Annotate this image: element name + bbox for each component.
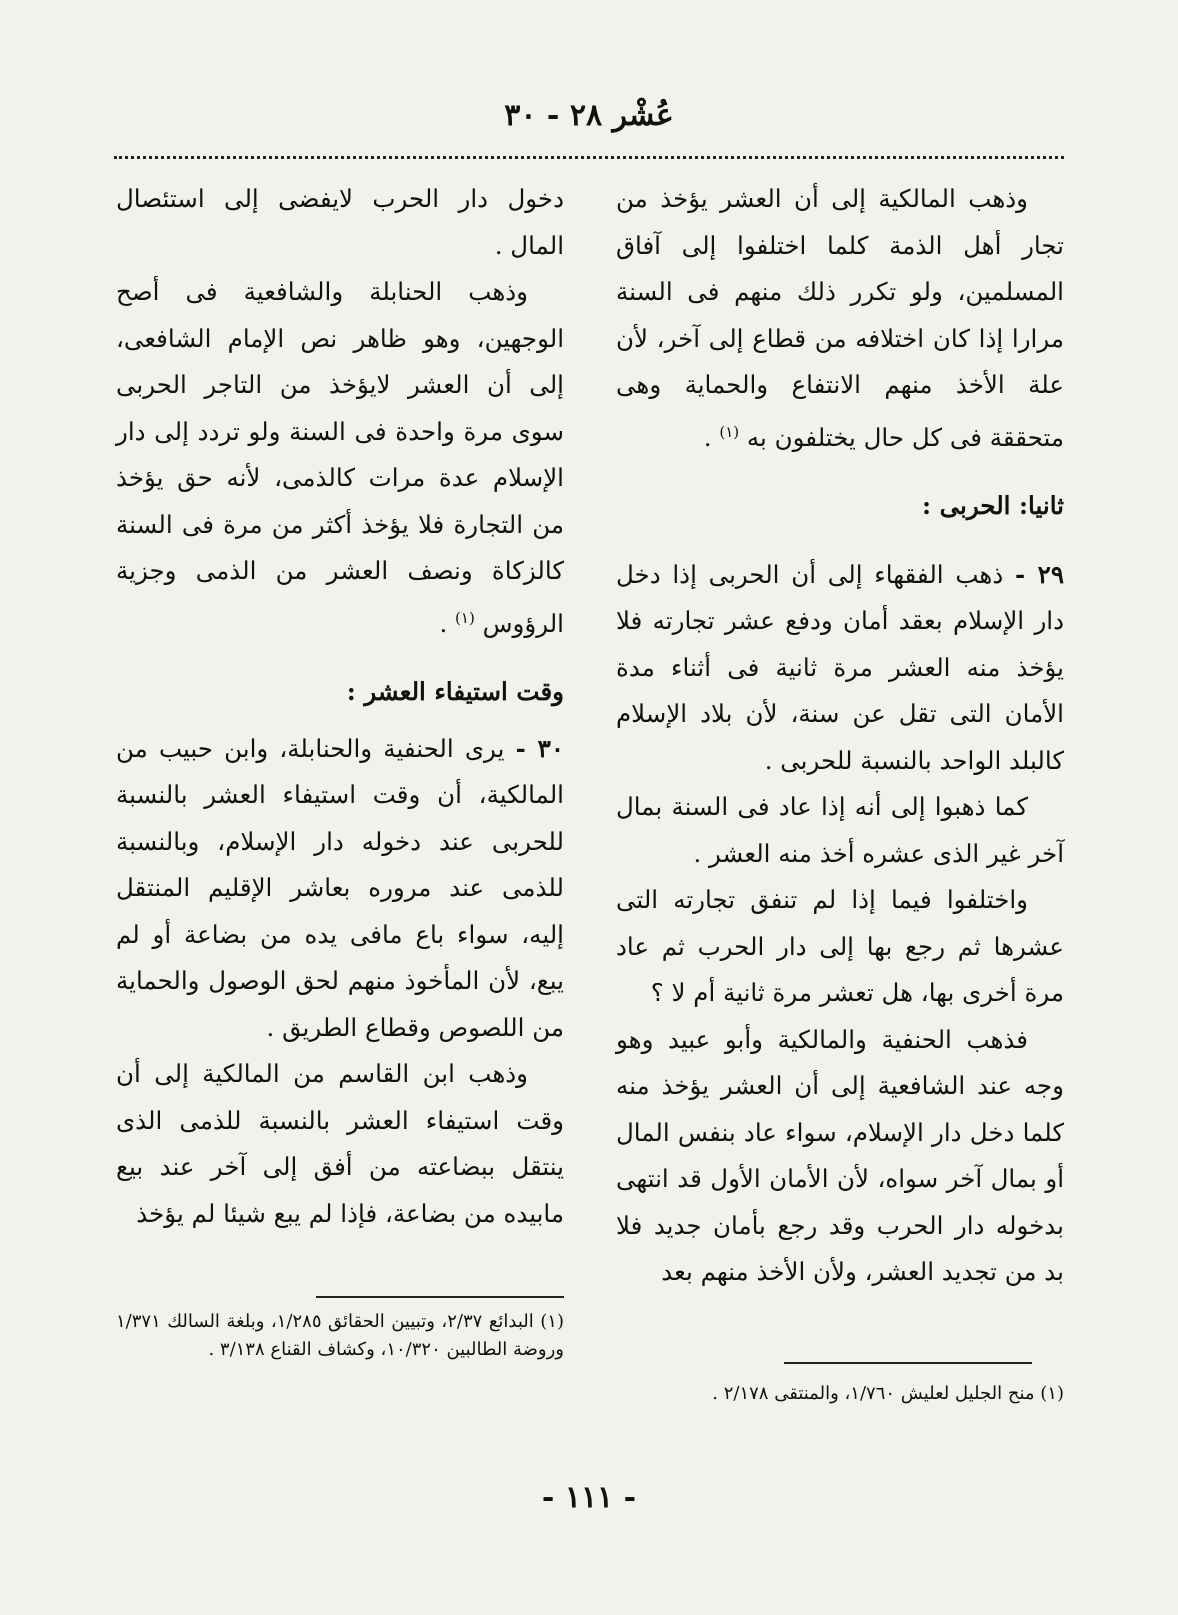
paragraph <box>616 176 1064 461</box>
paragraph-end: . <box>439 608 448 638</box>
section-heading: ثانيا: الحربى : <box>922 491 1064 521</box>
header-dotted-divider <box>114 156 1064 159</box>
paragraph <box>116 726 564 1052</box>
footnote: (١) منح الجليل لعليش ١/٧٦٠، والمنتقى ٢/١٧٨ . <box>712 1383 1064 1404</box>
paragraph: واختلفوا فيما إذا لم تنفق تجارته التى عشرها ثم رجع بها إلى دار الحرب ثم عاد مرة أخرى بها، هل تعشر مرة ثانية أم لا ؟ <box>616 885 1064 1008</box>
footnote: (١) البدائع ٢/٣٧، وتبيين الحقائق ١/٢٨٥، وبلغة السالك ١/٣٧١ وروضة الطالبين ١٠/٣٢٠، وكشاف القناع ٣/١٣٨ . <box>116 1311 564 1360</box>
page-title: عُشْر ٢٨ - ٣٠ <box>504 98 674 133</box>
paragraph <box>116 269 564 647</box>
paragraph-text: وذهب المالكية إلى أن العشر يؤخذ من تجار أهل الذمة كلما اختلفوا إلى آفاق المسلمين، ولو تكرر ذلك منهم فى السنة مرارا إذا كان اختلافه من قطاع إلى آخر، لأن علة الأخذ منهم الانتفاع والحماية وهى متحققة فى كل حال يختلفون به <box>616 184 1064 452</box>
paragraph-text: وذهب الحنابلة والشافعية فى أصح الوجهين، وهو ظاهر نص الإمام الشافعى، إلى أن العشر لايؤخذ من التاجر الحربى سوى مرة واحدة فى السنة ولو تردد إلى دار الإسلام عدة مرات كالذمى، لأنه حق يؤخذ من التجارة فلا يؤخذ أكثر من مرة فى السنة كالزكاة ونصف العشر من الذمى وجزية الرؤوس <box>116 277 564 638</box>
footnote-divider <box>316 1296 564 1298</box>
paragraph-number: ٢٩ - <box>1015 559 1064 589</box>
paragraph <box>616 552 1064 785</box>
paragraph-number: ٣٠ - <box>515 733 564 763</box>
left-column <box>116 176 564 1237</box>
right-column <box>616 176 1064 1296</box>
paragraph: فذهب الحنفية والمالكية وأبو عبيد وهو وجه عند الشافعية إلى أن العشر يؤخذ منه كلما دخل دار الإسلام، سواء عاد بنفس المال أو بمال آخر سواه، لأن الأمان الأول قد انتهى بدخوله دار الحرب وقد رجع بأمان جديد فلا بد من تجديد العشر، ولأن الأخذ منهم بعد <box>616 1024 1064 1287</box>
paragraph-text: يرى الحنفية والحنابلة، وابن حبيب من المالكية، أن وقت استيفاء العشر بالنسبة للحربى عند دخوله دار الإسلام، وبالنسبة للذمى عند مروره بعاشر الإقليم المنتقل إليه، سواء باع مافى يده من بضاعة أو لم يبع، لأن المأخوذ منهم لحق الوصول والحماية من اللصوص وقطاع الطريق . <box>116 733 564 1042</box>
paragraph: كما ذهبوا إلى أنه إذا عاد فى السنة بمال آخر غير الذى عشره أخذ منه العشر . <box>616 792 1064 868</box>
paragraph: دخول دار الحرب لايفضى إلى استئصال المال . <box>116 184 564 260</box>
footnote-reference: (١) <box>719 422 740 441</box>
page-number: - ١١١ - <box>541 1480 637 1515</box>
footnote-divider <box>784 1362 1032 1364</box>
paragraph-text: ذهب الفقهاء إلى أن الحربى إذا دخل دار الإسلام بعقد أمان ودفع عشر تجارته فلا يؤخذ منه العشر مرة ثانية فى أثناء مدة الأمان التى تقل عن سنة، لأن بلاد الإسلام كالبلد الواحد بالنسبة للحربى . <box>616 559 1064 775</box>
footnote-reference: (١) <box>455 608 475 627</box>
paragraph-end: . <box>703 422 712 452</box>
section-heading: وقت استيفاء العشر : <box>346 677 564 707</box>
paragraph: وذهب ابن القاسم من المالكية إلى أن وقت استيفاء العشر بالنسبة للذمى الذى ينتقل ببضاعته من أفق إلى آخر عند بيع مابيده من بضاعة، فإذا لم يبع شيئا لم يؤخذ <box>116 1059 564 1228</box>
